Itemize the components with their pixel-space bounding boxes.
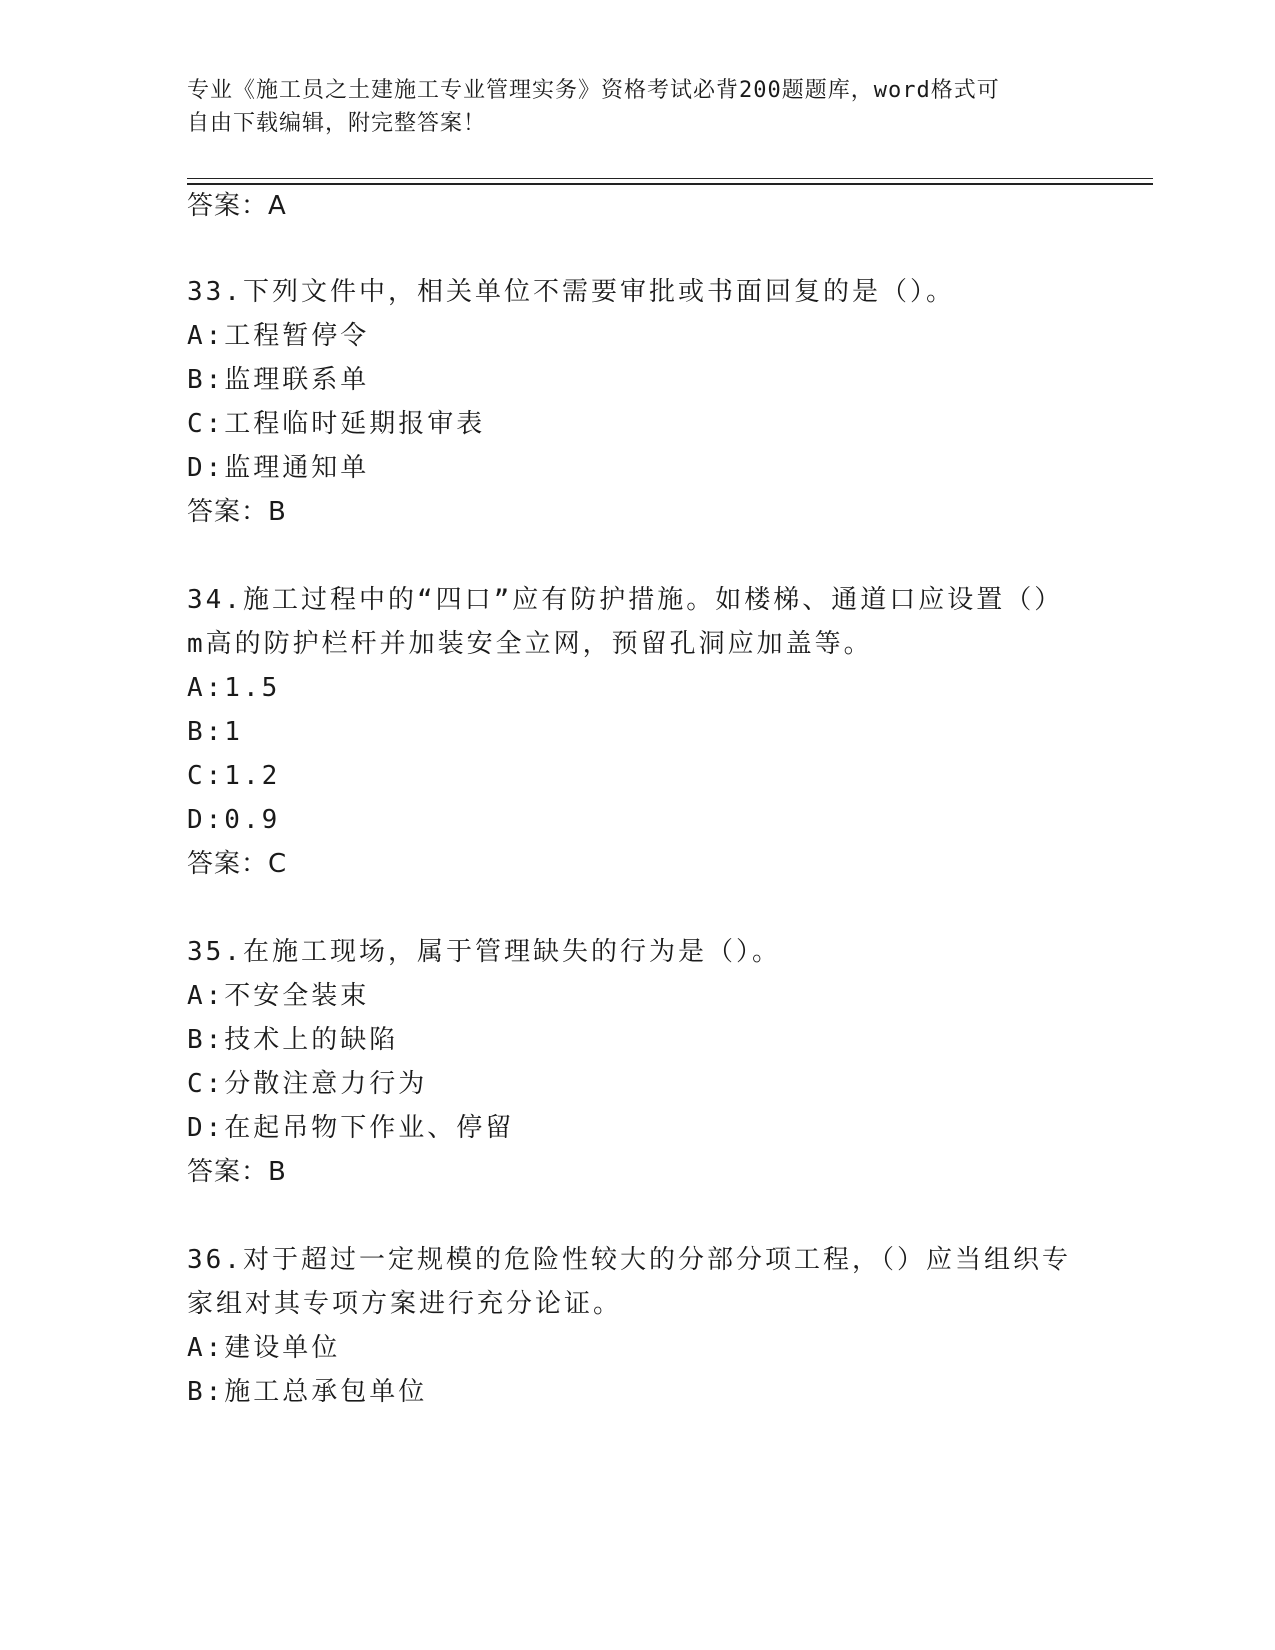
document-header [187,74,1067,140]
option-a: A:不安全装束 [187,981,370,1011]
option-d: D:0.9 [187,805,281,835]
header-divider-thin [187,178,1153,179]
option-c: C:1.2 [187,761,281,791]
option-b: B:技术上的缺陷 [187,1025,399,1055]
option-c: C:工程临时延期报审表 [187,409,486,439]
question-stem-continued: m高的防护栏杆并加装安全立网，预留孔洞应加盖等。 [187,629,873,659]
question-stem: 33.下列文件中，相关单位不需要审批或书面回复的是（）。 [187,277,955,307]
option-b: B:1 [187,717,243,747]
question-stem: 36.对于超过一定规模的危险性较大的分部分项工程，（）应当组织专 [187,1245,1071,1275]
question-stem: 34.施工过程中的“四口”应有防护措施。如楼梯、通道口应设置（） [187,585,1064,615]
option-a: A:建设单位 [187,1333,341,1363]
answer-line: 答案：B [187,497,287,527]
header-line-1: 专业《施工员之土建施工专业管理实务》资格考试必背200题题库，word格式可 [187,78,1000,103]
answer-line: 答案：A [187,191,287,221]
question-stem: 35.在施工现场，属于管理缺失的行为是（）。 [187,937,781,967]
option-b: B:施工总承包单位 [187,1377,428,1407]
question-stem-continued: 家组对其专项方案进行充分论证。 [187,1289,623,1319]
header-divider-thick [187,183,1153,185]
option-d: D:在起吊物下作业、停留 [187,1113,515,1143]
option-c: C:分散注意力行为 [187,1069,428,1099]
option-a: A:1.5 [187,673,281,703]
answer-line: 答案：B [187,1157,287,1187]
option-d: D:监理通知单 [187,453,370,483]
header-line-2: 自由下载编辑，附完整答案！ [187,111,487,136]
option-b: B:监理联系单 [187,365,370,395]
option-a: A:工程暂停令 [187,321,370,351]
answer-line: 答案：C [187,849,288,879]
